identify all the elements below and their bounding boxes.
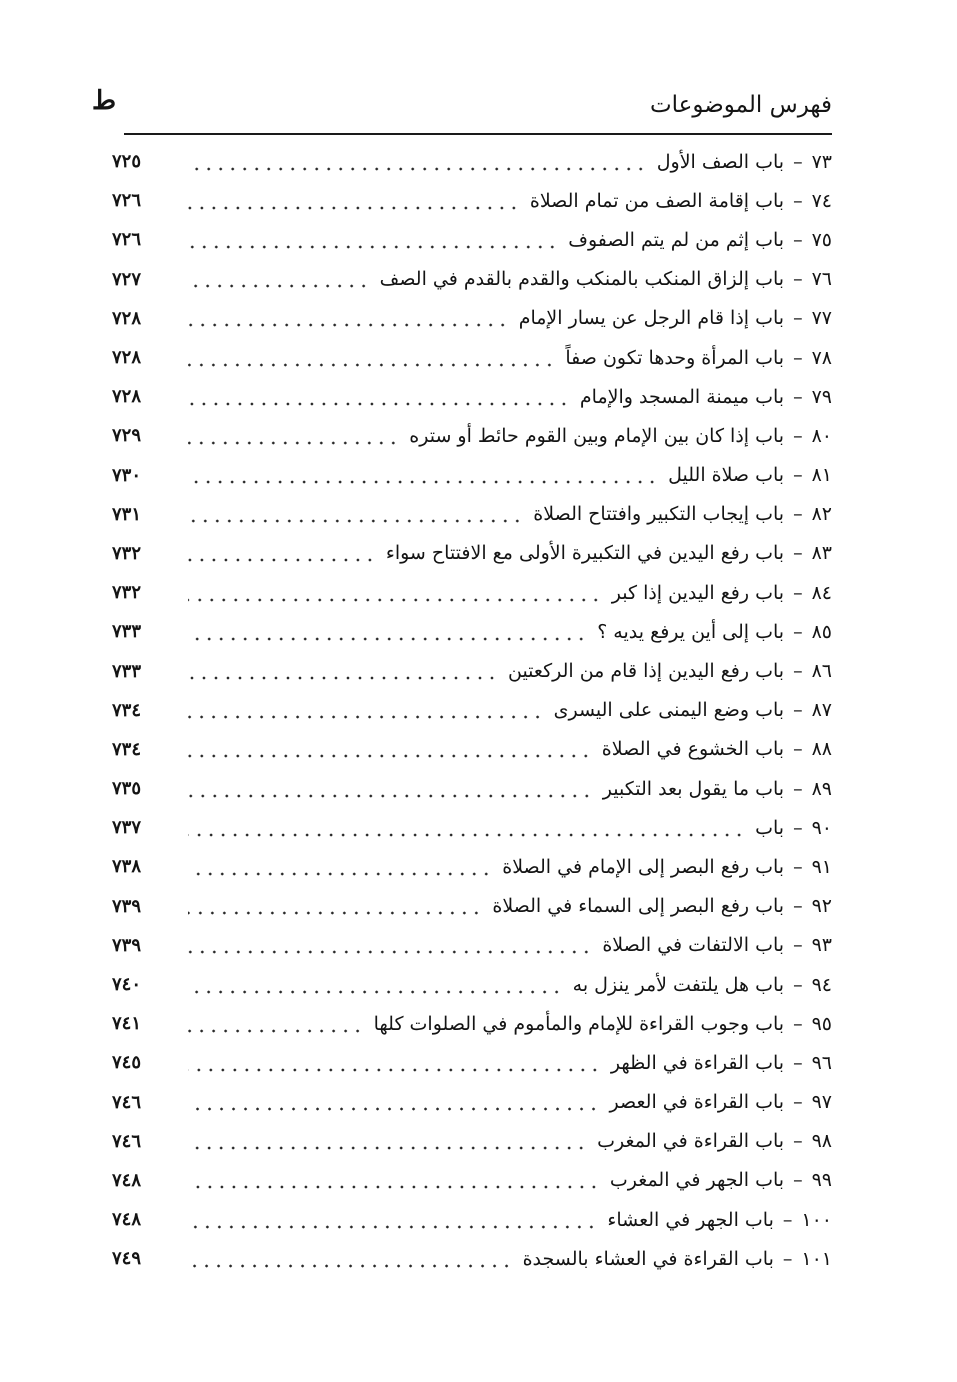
toc-entry: [112, 181, 832, 220]
entry-dash: –: [793, 1051, 803, 1074]
entry-dash: –: [793, 816, 803, 839]
entry-title: باب القراءة في العصر: [609, 1091, 785, 1114]
entry-page-number: ٧٤٨: [112, 1169, 142, 1191]
entry-dash: –: [793, 855, 803, 878]
entry-number: ٧٩: [811, 385, 832, 408]
entry-page-number: ٧٢٦: [112, 229, 142, 251]
toc-entry: [112, 534, 832, 573]
entry-number: ٩٢: [811, 895, 832, 918]
toc-entry: [112, 926, 832, 965]
dot-leader: [188, 387, 570, 407]
dot-leader: [188, 269, 370, 289]
entry-number: ١٠١: [801, 1247, 832, 1270]
entry-number: ٨٢: [811, 503, 832, 526]
dot-leader: [188, 661, 498, 681]
entry-dash: –: [782, 1247, 793, 1270]
dot-leader: [188, 739, 592, 759]
toc-entry: [112, 142, 832, 181]
entry-title: باب إثم من لم يتم الصفوف: [568, 228, 785, 251]
entry-page-number: ٧٣٠: [112, 464, 142, 486]
dot-leader: [188, 465, 658, 485]
dot-leader: [188, 818, 745, 838]
entry-title: باب ما يقول بعد التكبير: [602, 777, 785, 800]
entry-title: باب: [755, 816, 785, 839]
toc-entry: [112, 338, 832, 377]
toc-entry: [112, 377, 832, 416]
entry-dash: –: [793, 189, 803, 212]
dot-leader: [188, 230, 558, 250]
entry-page-number: ٧٣٤: [112, 738, 142, 760]
entry-page-number: ٧٤٨: [112, 1209, 142, 1231]
entry-page-number: ٧٤٩: [112, 1248, 142, 1270]
dot-leader: [188, 1014, 364, 1034]
entry-title: باب إلى أين يرفع يديه ؟: [597, 620, 785, 643]
entry-title: باب هل يلتفت لأمر ينزل به: [572, 973, 785, 996]
entry-dash: –: [793, 1169, 803, 1192]
entry-number: ٨٧: [811, 699, 832, 722]
dot-leader: [188, 308, 509, 328]
entry-title: باب الجهر في المغرب: [609, 1169, 785, 1192]
entry-page-number: ٧٣٣: [112, 621, 142, 643]
entry-page-number: ٧٣٢: [112, 582, 142, 604]
entry-page-number: ٧٢٥: [112, 151, 142, 173]
toc-entry: [112, 416, 832, 455]
entry-title: باب المرأة وحدها تكون صفاً: [565, 346, 785, 369]
entry-title: باب صلاة الليل: [668, 464, 785, 487]
dot-leader: [188, 700, 544, 720]
entry-title: باب القراءة في المغرب: [597, 1130, 785, 1153]
dot-leader: [188, 583, 602, 603]
toc-entry: [112, 573, 832, 612]
entry-number: ٩٤: [811, 973, 832, 996]
entry-dash: –: [793, 1012, 803, 1035]
entry-page-number: ٧٣٨: [112, 856, 142, 878]
entry-title: باب إقامة الصف من تمام الصلاة: [529, 189, 785, 212]
toc-entry: [112, 887, 832, 926]
entry-title: باب الجهر في العشاء: [607, 1208, 774, 1231]
dot-leader: [188, 779, 593, 799]
entry-number: ٧٣: [811, 150, 832, 173]
entry-number: ٧٦: [811, 268, 832, 291]
toc-entry: [112, 651, 832, 690]
entry-dash: –: [793, 385, 803, 408]
dot-leader: [188, 896, 482, 916]
entry-page-number: ٧٢٧: [112, 268, 142, 290]
entry-dash: –: [793, 738, 803, 761]
toc-entry: [112, 965, 832, 1004]
entry-dash: –: [793, 424, 803, 447]
toc-entry: [112, 1004, 832, 1043]
entry-dash: –: [793, 1130, 803, 1153]
entry-title: باب الصف الأول: [656, 150, 785, 173]
entry-page-number: ٧٣٧: [112, 817, 142, 839]
entry-page-number: ٧٣١: [112, 503, 142, 525]
entry-number: ٨٣: [811, 542, 832, 565]
entry-title: باب ميمنة المسجد والإمام: [579, 385, 785, 408]
toc-entry: [112, 847, 832, 886]
entry-dash: –: [793, 620, 803, 643]
entry-number: ٩٧: [811, 1091, 832, 1114]
entry-page-number: ٧٤٦: [112, 1130, 142, 1152]
entry-title: باب إيجاب التكبير وافتتاح الصلاة: [533, 503, 785, 526]
entry-number: ٨٦: [811, 660, 832, 683]
dot-leader: [188, 191, 520, 211]
dot-leader: [188, 504, 523, 524]
toc-entry: [112, 260, 832, 299]
toc-entry: [112, 808, 832, 847]
entry-number: ٧٥: [811, 228, 832, 251]
entry-dash: –: [793, 895, 803, 918]
page-letter: ط: [92, 86, 117, 116]
entry-number: ٨٩: [811, 777, 832, 800]
entry-number: ٩١: [811, 855, 832, 878]
dot-leader: [188, 1092, 600, 1112]
entry-page-number: ٧٣٤: [112, 699, 142, 721]
dot-leader: [188, 426, 399, 446]
entry-title: باب رفع اليدين إذا قام من الركعتين: [507, 660, 785, 683]
entry-dash: –: [793, 228, 803, 251]
entry-page-number: ٧٢٩: [112, 425, 142, 447]
entry-dash: –: [793, 660, 803, 683]
dot-leader: [188, 1210, 597, 1230]
entry-dash: –: [793, 307, 803, 330]
entry-page-number: ٧٤١: [112, 1013, 142, 1035]
toc-entry: [112, 612, 832, 651]
toc-entry: [112, 1083, 832, 1122]
dot-leader: [188, 622, 587, 642]
entry-title: باب الخشوع في الصلاة: [601, 738, 785, 761]
entry-number: ٧٨: [811, 346, 832, 369]
entry-number: ٨٤: [811, 581, 832, 604]
header-title: فهرس الموضوعات: [649, 92, 832, 118]
entry-title: باب القراءة في الظهر: [610, 1051, 785, 1074]
entry-number: ٩٠: [811, 816, 832, 839]
entry-number: ١٠٠: [801, 1208, 832, 1231]
entry-title: باب رفع اليدين إذا كبر: [611, 581, 785, 604]
toc-entry: [112, 1122, 832, 1161]
entry-page-number: ٧٤٥: [112, 1052, 142, 1074]
entry-number: ٩٦: [811, 1051, 832, 1074]
entry-page-number: ٧٢٦: [112, 190, 142, 212]
entry-dash: –: [793, 699, 803, 722]
entry-page-number: ٧٣٥: [112, 778, 142, 800]
entry-title: باب إلزاق المنكب بالمنكب والقدم بالقدم في الصف: [379, 268, 785, 291]
entry-title: باب رفع اليدين في التكبيرة الأولى مع الافتتاح سواء: [385, 542, 785, 565]
entry-dash: –: [793, 777, 803, 800]
entry-number: ٩٨: [811, 1130, 832, 1153]
entry-dash: –: [793, 464, 803, 487]
entry-page-number: ٧٢٨: [112, 386, 142, 408]
toc-entry: [112, 1239, 832, 1278]
toc-entry: [112, 730, 832, 769]
dot-leader: [188, 1170, 600, 1190]
entry-page-number: ٧٣٢: [112, 542, 142, 564]
entry-dash: –: [793, 581, 803, 604]
dot-leader: [188, 1131, 587, 1151]
entry-dash: –: [793, 503, 803, 526]
entry-number: ٧٧: [811, 307, 832, 330]
entry-page-number: ٧٣٩: [112, 934, 142, 956]
entry-number: ٩٣: [811, 934, 832, 957]
entry-number: ٨١: [811, 464, 832, 487]
entry-page-number: ٧٤٦: [112, 1091, 142, 1113]
header-rule: [124, 133, 832, 135]
entry-title: باب وجوب القراءة للإمام والمأموم في الصلوات كلها: [373, 1012, 785, 1035]
entry-title: باب إذا قام الرجل عن يسار الإمام: [518, 307, 785, 330]
toc-entry: [112, 495, 832, 534]
entry-number: ٩٩: [811, 1169, 832, 1192]
dot-leader: [188, 543, 376, 563]
entry-dash: –: [793, 268, 803, 291]
toc-entry: [112, 456, 832, 495]
entry-page-number: ٧٣٩: [112, 895, 142, 917]
entry-dash: –: [793, 542, 803, 565]
entry-dash: –: [793, 973, 803, 996]
entry-number: ٨٥: [811, 620, 832, 643]
entry-title: باب وضع اليمنى على اليسرى: [553, 699, 785, 722]
toc-entry: [112, 1161, 832, 1200]
entry-title: باب رفع البصر إلى الإمام في الصلاة: [502, 855, 785, 878]
entry-dash: –: [782, 1208, 793, 1231]
dot-leader: [188, 935, 592, 955]
table-of-contents: [112, 142, 832, 1278]
dot-leader: [188, 975, 563, 995]
dot-leader: [188, 1053, 601, 1073]
entry-number: ٨٠: [811, 424, 832, 447]
entry-number: ٩٥: [811, 1012, 832, 1035]
dot-leader: [188, 348, 555, 368]
toc-entry: [112, 220, 832, 259]
entry-page-number: ٧٤٠: [112, 974, 142, 996]
toc-entry: [112, 1200, 832, 1239]
entry-number: ٨٨: [811, 738, 832, 761]
toc-entry: [112, 299, 832, 338]
entry-title: باب القراءة في العشاء بالسجدة: [522, 1247, 774, 1270]
entry-title: باب إذا كان بين الإمام وبين القوم حائط أو ستره: [409, 424, 785, 447]
entry-number: ٧٤: [811, 189, 832, 212]
running-header: [92, 86, 832, 130]
entry-page-number: ٧٢٨: [112, 347, 142, 369]
dot-leader: [188, 152, 647, 172]
dot-leader: [188, 1249, 513, 1269]
dot-leader: [188, 857, 492, 877]
entry-dash: –: [793, 934, 803, 957]
entry-page-number: ٧٣٣: [112, 660, 142, 682]
entry-title: باب رفع البصر إلى السماء في الصلاة: [492, 895, 785, 918]
entry-dash: –: [793, 346, 803, 369]
toc-entry: [112, 691, 832, 730]
entry-page-number: ٧٢٨: [112, 307, 142, 329]
toc-entry: [112, 769, 832, 808]
entry-dash: –: [793, 1091, 803, 1114]
entry-dash: –: [793, 150, 803, 173]
entry-title: باب الالتفات في الصلاة: [602, 934, 785, 957]
toc-entry: [112, 1043, 832, 1082]
